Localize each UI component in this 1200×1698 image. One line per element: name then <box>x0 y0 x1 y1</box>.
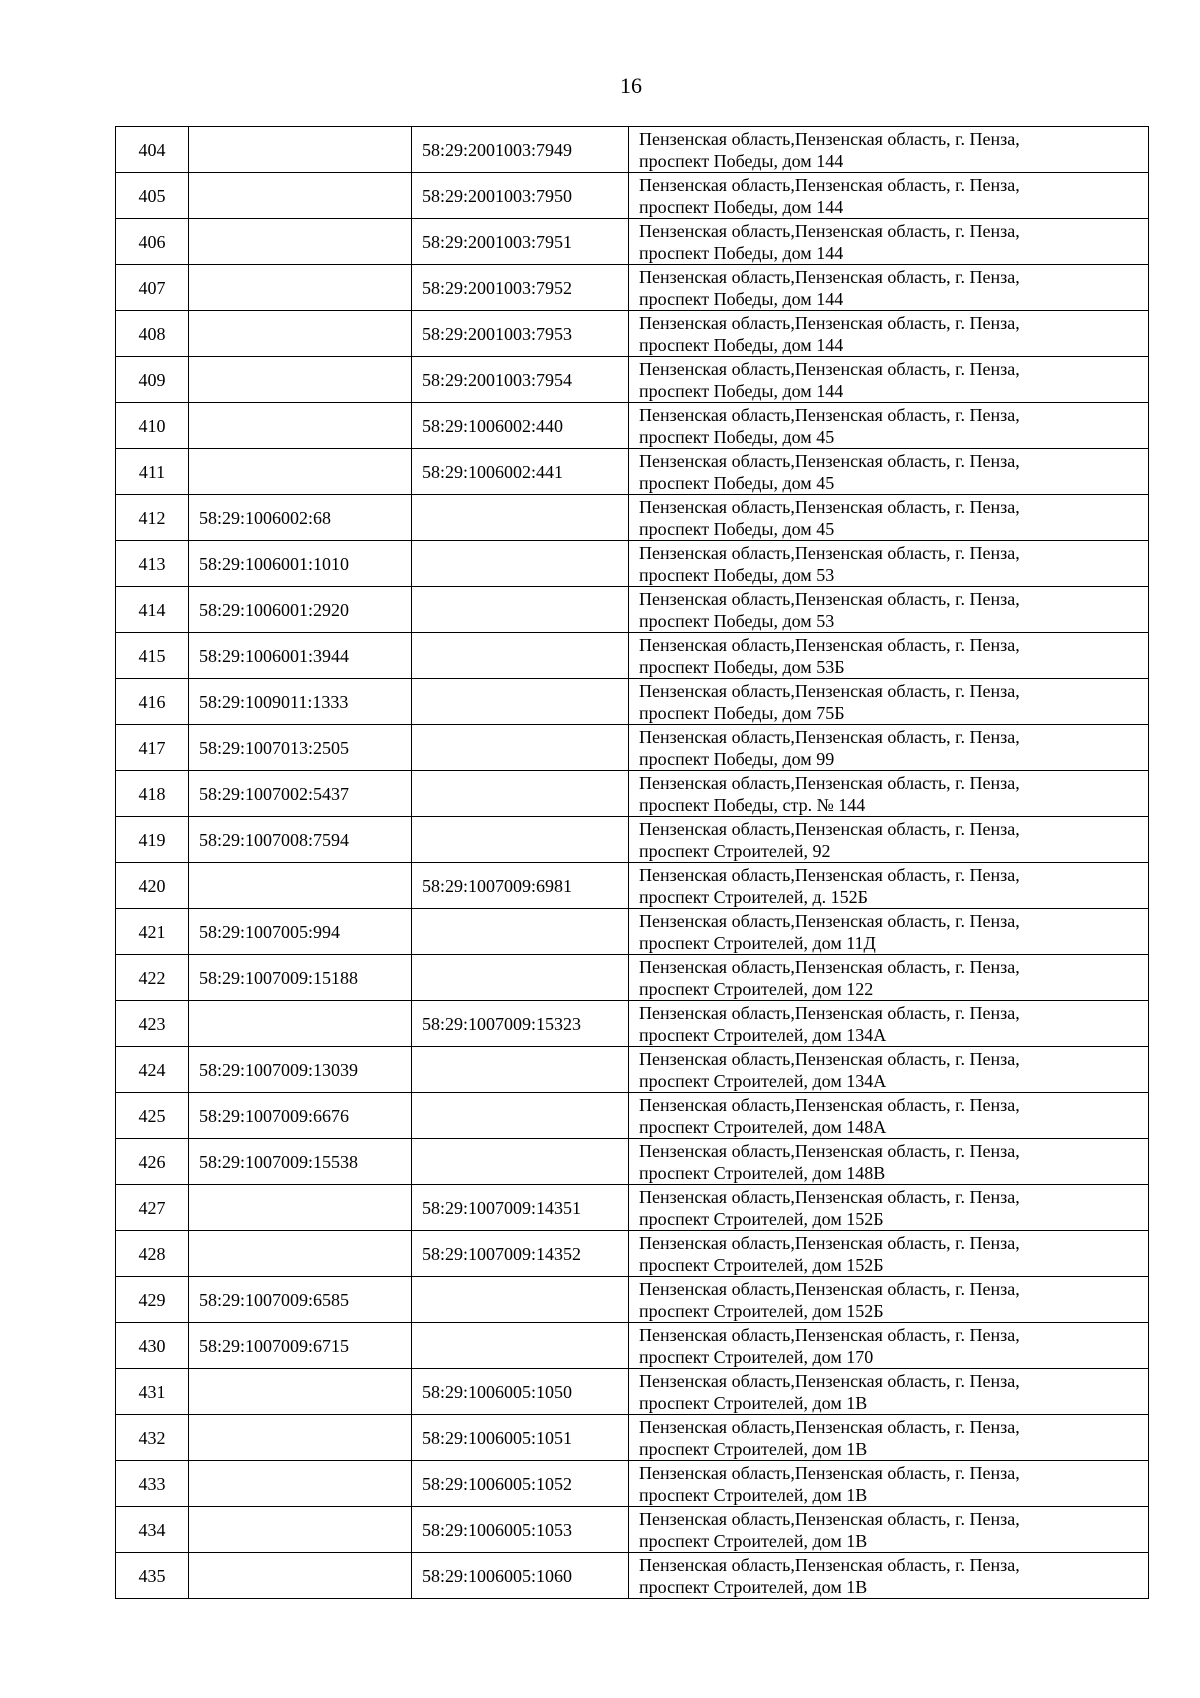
address-line-street: проспект Победы, стр. № 144 <box>639 794 866 815</box>
cadastral-number-cell <box>189 173 412 219</box>
address-cell <box>629 357 1149 403</box>
cadastral-number-alt-cell <box>412 817 629 863</box>
table-row <box>116 771 1149 817</box>
table-row <box>116 1369 1149 1415</box>
address-line-region: Пензенская область,Пензенская область, г. Пенза, <box>639 864 1020 885</box>
table-row <box>116 955 1149 1001</box>
row-number-cell: 421 <box>116 909 189 955</box>
cadastral-number-alt-cell: 58:29:2001003:7950 <box>412 173 629 219</box>
cadastral-number-alt-cell <box>412 955 629 1001</box>
address-line-region: Пензенская область,Пензенская область, г. Пенза, <box>639 1462 1020 1483</box>
cadastral-number-cell: 58:29:1007009:6676 <box>189 1093 412 1139</box>
cadastral-number-alt-cell: 58:29:1006005:1053 <box>412 1507 629 1553</box>
address-line-region: Пензенская область,Пензенская область, г. Пенза, <box>639 450 1020 471</box>
cadastral-number-alt-cell <box>412 1323 629 1369</box>
row-number-cell: 409 <box>116 357 189 403</box>
address-cell <box>629 1369 1149 1415</box>
cadastral-number-cell <box>189 357 412 403</box>
address-cell <box>629 1323 1149 1369</box>
row-number-cell: 411 <box>116 449 189 495</box>
cadastral-number-alt-cell: 58:29:1006005:1060 <box>412 1553 629 1599</box>
row-number-cell: 410 <box>116 403 189 449</box>
cadastral-number-cell <box>189 449 412 495</box>
row-number-cell: 422 <box>116 955 189 1001</box>
address-line-region: Пензенская область,Пензенская область, г. Пенза, <box>639 358 1020 379</box>
address-line-region: Пензенская область,Пензенская область, г. Пенза, <box>639 496 1020 517</box>
address-line-region: Пензенская область,Пензенская область, г. Пенза, <box>639 1232 1020 1253</box>
address-line-street: проспект Победы, дом 45 <box>639 472 835 493</box>
address-cell <box>629 817 1149 863</box>
address-cell <box>629 771 1149 817</box>
row-number-cell: 434 <box>116 1507 189 1553</box>
address-line-region: Пензенская область,Пензенская область, г. Пенза, <box>639 1370 1020 1391</box>
address-line-street: проспект Победы, дом 144 <box>639 150 844 171</box>
cadastral-number-cell: 58:29:1007009:15538 <box>189 1139 412 1185</box>
cadastral-number-alt-cell <box>412 495 629 541</box>
address-line-region: Пензенская область,Пензенская область, г. Пенза, <box>639 726 1020 747</box>
address-line-street: проспект Строителей, дом 148А <box>639 1116 887 1137</box>
row-number-cell: 419 <box>116 817 189 863</box>
address-line-street: проспект Строителей, дом 170 <box>639 1346 874 1367</box>
cadastral-number-alt-cell: 58:29:1006005:1052 <box>412 1461 629 1507</box>
cadastral-number-alt-cell <box>412 633 629 679</box>
cadastral-number-alt-cell: 58:29:1006002:441 <box>412 449 629 495</box>
row-number-cell: 426 <box>116 1139 189 1185</box>
address-cell <box>629 1185 1149 1231</box>
cadastral-number-cell: 58:29:1006001:2920 <box>189 587 412 633</box>
row-number-cell: 429 <box>116 1277 189 1323</box>
table-row <box>116 403 1149 449</box>
address-line-region: Пензенская область,Пензенская область, г. Пенза, <box>639 588 1020 609</box>
cadastral-number-alt-cell: 58:29:1007009:14351 <box>412 1185 629 1231</box>
cadastral-number-cell <box>189 1369 412 1415</box>
address-line-street: проспект Строителей, дом 152Б <box>639 1254 884 1275</box>
row-number-cell: 431 <box>116 1369 189 1415</box>
address-line-street: проспект Строителей, дом 152Б <box>639 1208 884 1229</box>
address-line-region: Пензенская область,Пензенская область, г. Пенза, <box>639 1002 1020 1023</box>
address-line-street: проспект Победы, дом 144 <box>639 288 844 309</box>
registry-table <box>115 126 1149 1599</box>
row-number-cell: 432 <box>116 1415 189 1461</box>
cadastral-number-alt-cell <box>412 725 629 771</box>
address-cell <box>629 1231 1149 1277</box>
table-row <box>116 1001 1149 1047</box>
cadastral-number-alt-cell: 58:29:2001003:7952 <box>412 265 629 311</box>
cadastral-number-cell <box>189 1553 412 1599</box>
page-number: 16 <box>620 73 642 98</box>
address-cell <box>629 1139 1149 1185</box>
table-row <box>116 1461 1149 1507</box>
address-line-region: Пензенская область,Пензенская область, г. Пенза, <box>639 1554 1020 1575</box>
address-cell <box>629 863 1149 909</box>
row-number-cell: 404 <box>116 127 189 173</box>
address-line-region: Пензенская область,Пензенская область, г. Пенза, <box>639 1278 1020 1299</box>
address-line-region: Пензенская область,Пензенская область, г. Пенза, <box>639 1186 1020 1207</box>
address-cell <box>629 1047 1149 1093</box>
table-row <box>116 127 1149 173</box>
cadastral-number-cell <box>189 1461 412 1507</box>
address-line-street: проспект Строителей, дом 11Д <box>639 932 876 953</box>
cadastral-number-cell <box>189 1507 412 1553</box>
table-row <box>116 1185 1149 1231</box>
cadastral-number-cell <box>189 127 412 173</box>
address-cell <box>629 1507 1149 1553</box>
cadastral-number-alt-cell <box>412 1277 629 1323</box>
cadastral-number-alt-cell: 58:29:1007009:14352 <box>412 1231 629 1277</box>
cadastral-number-cell: 58:29:1009011:1333 <box>189 679 412 725</box>
cadastral-number-alt-cell <box>412 1047 629 1093</box>
address-cell <box>629 1415 1149 1461</box>
address-line-region: Пензенская область,Пензенская область, г. Пенза, <box>639 1324 1020 1345</box>
address-cell <box>629 725 1149 771</box>
cadastral-number-alt-cell <box>412 1093 629 1139</box>
address-line-region: Пензенская область,Пензенская область, г. Пенза, <box>639 312 1020 333</box>
address-line-street: проспект Победы, дом 75Б <box>639 702 845 723</box>
address-line-region: Пензенская область,Пензенская область, г. Пенза, <box>639 818 1020 839</box>
cadastral-number-cell <box>189 1185 412 1231</box>
table-row <box>116 219 1149 265</box>
address-cell <box>629 449 1149 495</box>
address-cell <box>629 955 1149 1001</box>
row-number-cell: 412 <box>116 495 189 541</box>
table-row <box>116 1047 1149 1093</box>
cadastral-number-alt-cell: 58:29:2001003:7949 <box>412 127 629 173</box>
table-row <box>116 265 1149 311</box>
row-number-cell: 430 <box>116 1323 189 1369</box>
table-row <box>116 863 1149 909</box>
cadastral-number-alt-cell <box>412 1139 629 1185</box>
cadastral-number-cell <box>189 863 412 909</box>
row-number-cell: 406 <box>116 219 189 265</box>
address-cell <box>629 403 1149 449</box>
cadastral-number-cell: 58:29:1007009:6585 <box>189 1277 412 1323</box>
address-line-region: Пензенская область,Пензенская область, г. Пенза, <box>639 1508 1020 1529</box>
address-cell <box>629 219 1149 265</box>
address-line-region: Пензенская область,Пензенская область, г. Пенза, <box>639 680 1020 701</box>
row-number-cell: 435 <box>116 1553 189 1599</box>
cadastral-number-alt-cell <box>412 541 629 587</box>
registry-table-body <box>116 127 1149 1599</box>
address-line-street: проспект Строителей, дом 122 <box>639 978 874 999</box>
address-cell <box>629 495 1149 541</box>
row-number-cell: 418 <box>116 771 189 817</box>
address-line-region: Пензенская область,Пензенская область, г. Пенза, <box>639 220 1020 241</box>
address-line-region: Пензенская область,Пензенская область, г. Пенза, <box>639 128 1020 149</box>
row-number-cell: 427 <box>116 1185 189 1231</box>
cadastral-number-alt-cell <box>412 909 629 955</box>
cadastral-number-alt-cell <box>412 679 629 725</box>
address-line-region: Пензенская область,Пензенская область, г. Пенза, <box>639 266 1020 287</box>
address-line-street: проспект Строителей, 92 <box>639 840 831 861</box>
address-cell <box>629 909 1149 955</box>
row-number-cell: 405 <box>116 173 189 219</box>
table-row <box>116 1093 1149 1139</box>
address-line-region: Пензенская область,Пензенская область, г. Пенза, <box>639 634 1020 655</box>
row-number-cell: 416 <box>116 679 189 725</box>
address-line-street: проспект Строителей, дом 152Б <box>639 1300 884 1321</box>
address-line-street: проспект Строителей, дом 1В <box>639 1392 868 1413</box>
address-cell <box>629 311 1149 357</box>
cadastral-number-alt-cell: 58:29:2001003:7953 <box>412 311 629 357</box>
cadastral-number-cell <box>189 265 412 311</box>
cadastral-number-alt-cell: 58:29:2001003:7954 <box>412 357 629 403</box>
cadastral-number-alt-cell: 58:29:1006002:440 <box>412 403 629 449</box>
cadastral-number-cell <box>189 219 412 265</box>
address-line-region: Пензенская область,Пензенская область, г. Пенза, <box>639 956 1020 977</box>
address-cell <box>629 1553 1149 1599</box>
address-line-street: проспект Строителей, дом 1В <box>639 1530 868 1551</box>
address-line-street: проспект Строителей, дом 134А <box>639 1070 887 1091</box>
address-line-street: проспект Победы, дом 99 <box>639 748 835 769</box>
address-cell <box>629 633 1149 679</box>
table-row <box>116 1139 1149 1185</box>
cadastral-number-cell <box>189 1415 412 1461</box>
address-line-region: Пензенская область,Пензенская область, г. Пенза, <box>639 1140 1020 1161</box>
address-cell <box>629 587 1149 633</box>
address-line-street: проспект Победы, дом 53Б <box>639 656 845 677</box>
address-cell <box>629 1461 1149 1507</box>
cadastral-number-alt-cell: 58:29:1006005:1050 <box>412 1369 629 1415</box>
address-line-street: проспект Строителей, д. 152Б <box>639 886 869 907</box>
address-line-street: проспект Строителей, дом 1В <box>639 1576 868 1597</box>
cadastral-number-cell: 58:29:1007002:5437 <box>189 771 412 817</box>
cadastral-number-cell <box>189 1231 412 1277</box>
cadastral-number-cell: 58:29:1007009:6715 <box>189 1323 412 1369</box>
address-line-street: проспект Строителей, дом 134А <box>639 1024 887 1045</box>
address-line-street: проспект Строителей, дом 148В <box>639 1162 886 1183</box>
address-line-street: проспект Строителей, дом 1В <box>639 1484 868 1505</box>
row-number-cell: 423 <box>116 1001 189 1047</box>
address-line-street: проспект Победы, дом 144 <box>639 242 844 263</box>
address-cell <box>629 265 1149 311</box>
row-number-cell: 433 <box>116 1461 189 1507</box>
row-number-cell: 414 <box>116 587 189 633</box>
cadastral-number-cell: 58:29:1007009:13039 <box>189 1047 412 1093</box>
row-number-cell: 420 <box>116 863 189 909</box>
table-row <box>116 587 1149 633</box>
cadastral-number-cell: 58:29:1007005:994 <box>189 909 412 955</box>
address-line-street: проспект Победы, дом 53 <box>639 564 835 585</box>
address-line-region: Пензенская область,Пензенская область, г. Пенза, <box>639 542 1020 563</box>
table-row <box>116 633 1149 679</box>
address-line-street: проспект Победы, дом 53 <box>639 610 835 631</box>
table-row <box>116 679 1149 725</box>
address-line-region: Пензенская область,Пензенская область, г. Пенза, <box>639 174 1020 195</box>
address-line-region: Пензенская область,Пензенская область, г. Пенза, <box>639 1048 1020 1069</box>
address-line-region: Пензенская область,Пензенская область, г. Пенза, <box>639 1416 1020 1437</box>
address-line-region: Пензенская область,Пензенская область, г. Пенза, <box>639 404 1020 425</box>
table-row <box>116 725 1149 771</box>
row-number-cell: 428 <box>116 1231 189 1277</box>
table-row <box>116 1277 1149 1323</box>
cadastral-number-alt-cell: 58:29:1007009:6981 <box>412 863 629 909</box>
address-cell <box>629 1093 1149 1139</box>
cadastral-number-alt-cell <box>412 771 629 817</box>
address-cell <box>629 127 1149 173</box>
address-cell <box>629 679 1149 725</box>
cadastral-number-alt-cell: 58:29:1006005:1051 <box>412 1415 629 1461</box>
table-row <box>116 357 1149 403</box>
cadastral-number-cell <box>189 403 412 449</box>
address-cell <box>629 1277 1149 1323</box>
address-line-street: проспект Победы, дом 144 <box>639 380 844 401</box>
table-row <box>116 1553 1149 1599</box>
cadastral-number-cell: 58:29:1007008:7594 <box>189 817 412 863</box>
cadastral-number-cell: 58:29:1006001:3944 <box>189 633 412 679</box>
address-line-street: проспект Победы, дом 144 <box>639 334 844 355</box>
row-number-cell: 425 <box>116 1093 189 1139</box>
cadastral-number-cell: 58:29:1007013:2505 <box>189 725 412 771</box>
cadastral-number-alt-cell: 58:29:1007009:15323 <box>412 1001 629 1047</box>
table-row <box>116 311 1149 357</box>
address-cell <box>629 173 1149 219</box>
table-row <box>116 1507 1149 1553</box>
cadastral-number-cell <box>189 311 412 357</box>
cadastral-number-cell: 58:29:1007009:15188 <box>189 955 412 1001</box>
table-row <box>116 173 1149 219</box>
table-row <box>116 449 1149 495</box>
table-row <box>116 1323 1149 1369</box>
row-number-cell: 417 <box>116 725 189 771</box>
cadastral-number-cell: 58:29:1006001:1010 <box>189 541 412 587</box>
table-row <box>116 817 1149 863</box>
table-row <box>116 1415 1149 1461</box>
table-row <box>116 541 1149 587</box>
address-line-region: Пензенская область,Пензенская область, г. Пенза, <box>639 1094 1020 1115</box>
table-row <box>116 1231 1149 1277</box>
row-number-cell: 415 <box>116 633 189 679</box>
address-cell <box>629 1001 1149 1047</box>
table-row <box>116 495 1149 541</box>
address-cell <box>629 541 1149 587</box>
row-number-cell: 408 <box>116 311 189 357</box>
table-row <box>116 909 1149 955</box>
cadastral-number-alt-cell: 58:29:2001003:7951 <box>412 219 629 265</box>
address-line-street: проспект Победы, дом 45 <box>639 518 835 539</box>
row-number-cell: 407 <box>116 265 189 311</box>
cadastral-number-cell: 58:29:1006002:68 <box>189 495 412 541</box>
address-line-region: Пензенская область,Пензенская область, г. Пенза, <box>639 772 1020 793</box>
address-line-street: проспект Победы, дом 144 <box>639 196 844 217</box>
address-line-region: Пензенская область,Пензенская область, г. Пенза, <box>639 910 1020 931</box>
address-line-street: проспект Победы, дом 45 <box>639 426 835 447</box>
row-number-cell: 424 <box>116 1047 189 1093</box>
cadastral-number-alt-cell <box>412 587 629 633</box>
address-line-street: проспект Строителей, дом 1В <box>639 1438 868 1459</box>
row-number-cell: 413 <box>116 541 189 587</box>
cadastral-number-cell <box>189 1001 412 1047</box>
